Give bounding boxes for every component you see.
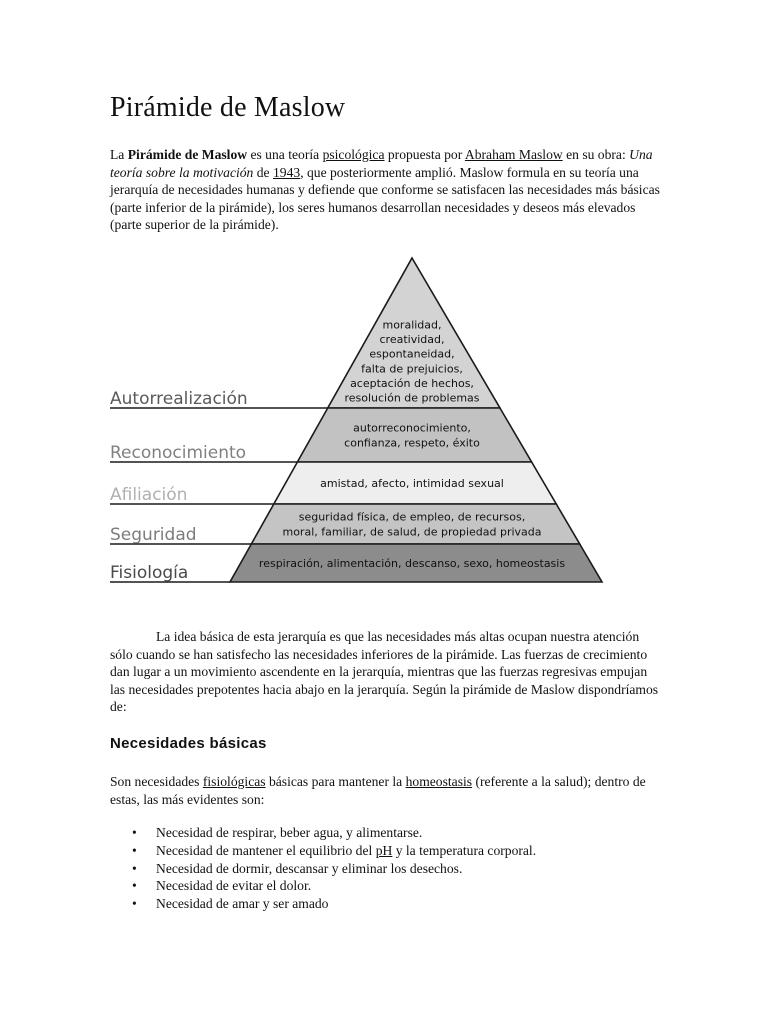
third-paragraph-text: (referente a la salud); dentro de estas, las más evidentes son:	[110, 774, 646, 807]
list-item-text: Necesidad de dormir, descansar y eliminar los desechos.	[156, 860, 463, 876]
level-label: Reconocimiento	[110, 443, 247, 463]
second-paragraph	[110, 628, 662, 716]
band-text-line: espontaneidad,	[369, 347, 455, 361]
list-item-text: y la temperatura corporal.	[392, 842, 537, 858]
level-label: Autorrealización	[110, 389, 248, 409]
list-item	[110, 895, 536, 913]
list-item-text: Necesidad de evitar el dolor.	[156, 878, 312, 894]
band-text-line: confianza, respeto, éxito	[344, 436, 480, 450]
intro-book-title: Una teoría sobre la motivación	[110, 147, 653, 180]
list-item-text: Necesidad de amar y ser amado	[156, 896, 329, 912]
list-item	[110, 842, 536, 860]
bullet-icon: •	[132, 860, 137, 876]
pyramid-level-labels	[110, 389, 248, 583]
intro-text: en su obra:	[562, 147, 630, 162]
pyramid-band-1	[297, 408, 531, 462]
band-text-line: aceptación de hechos,	[350, 376, 474, 390]
list-item	[110, 824, 536, 842]
third-paragraph-text: básicas para mantener la	[265, 774, 406, 789]
intro-text: propuesta por	[384, 147, 465, 162]
band-text-line: resolución de problemas	[344, 391, 480, 405]
link-1943[interactable]: 1943	[273, 164, 301, 180]
band-text-line: seguridad física, de empleo, de recursos,	[298, 510, 526, 524]
band-text-line: autorreconocimiento,	[353, 421, 471, 435]
list-item-text: Necesidad de respirar, beber agua, y alimentarse.	[156, 825, 423, 840]
intro-text: , que posteriormente amplió. Maslow formula en su teoría una jerarquía de necesidades humanas y defiende que conforme se satisfacen las necesidades más básicas (parte inferior de la pirámide), los seres humanos desarrollan necesidades y deseos más elevados (parte superior de la pirámide).	[110, 164, 660, 233]
intro-bold-term: Pirámide de Maslow	[127, 147, 248, 162]
level-label: Afiliación	[110, 485, 188, 505]
bullet-icon: •	[132, 842, 137, 858]
level-label: Fisiología	[110, 563, 189, 583]
band-text-line: moralidad,	[382, 318, 442, 332]
link-homeostasis[interactable]: homeostasis	[405, 774, 473, 789]
level-label: Seguridad	[110, 525, 197, 545]
band-text-line: creatividad,	[379, 333, 445, 347]
link-fisiologicas[interactable]: fisiológicas	[202, 774, 266, 789]
link-psicologica[interactable]: psicológica	[322, 147, 385, 162]
bullet-icon: •	[132, 825, 137, 840]
list-item	[110, 877, 536, 895]
third-paragraph-text: Son necesidades	[110, 774, 203, 789]
intro-text: de	[253, 164, 273, 180]
list-item	[110, 860, 536, 878]
intro-text: es una teoría	[247, 147, 323, 162]
page-title: Pirámide de Maslow	[110, 92, 346, 123]
third-paragraph	[110, 773, 662, 808]
maslow-pyramid-diagram	[100, 250, 610, 590]
bullet-icon: •	[132, 896, 137, 912]
band-text-line: moral, familiar, de salud, de propiedad privada	[282, 525, 542, 539]
band-text-line: respiración, alimentación, descanso, sexo, homeostasis	[258, 557, 566, 570]
basic-needs-list	[110, 824, 536, 913]
section-heading: Necesidades básicas	[110, 735, 267, 752]
band-text-line: falta de prejuicios,	[361, 362, 463, 376]
link-ph[interactable]: pH	[375, 842, 393, 858]
intro-text: La	[110, 147, 128, 162]
link-abraham-maslow[interactable]: Abraham Maslow	[464, 147, 563, 162]
band-text-line: amistad, afecto, intimidad sexual	[320, 477, 504, 490]
bullet-icon: •	[132, 878, 137, 894]
list-item-text: Necesidad de mantener el equilibrio del	[156, 842, 376, 858]
second-paragraph-text: La idea básica de esta jerarquía es que las necesidades más altas ocupan nuestra atención sólo cuando se han satisfecho las necesidades inferiores de la pirámide. Las fuerzas de crecimiento dan lugar a un movimiento ascendente en la jerarquía, mientras que las fuerzas regresivas empujan las necesidades prepotentes hacia abajo en la jerarquía. Según la pirámide de Maslow dispondríamos de:	[110, 629, 659, 715]
intro-paragraph	[110, 146, 662, 234]
